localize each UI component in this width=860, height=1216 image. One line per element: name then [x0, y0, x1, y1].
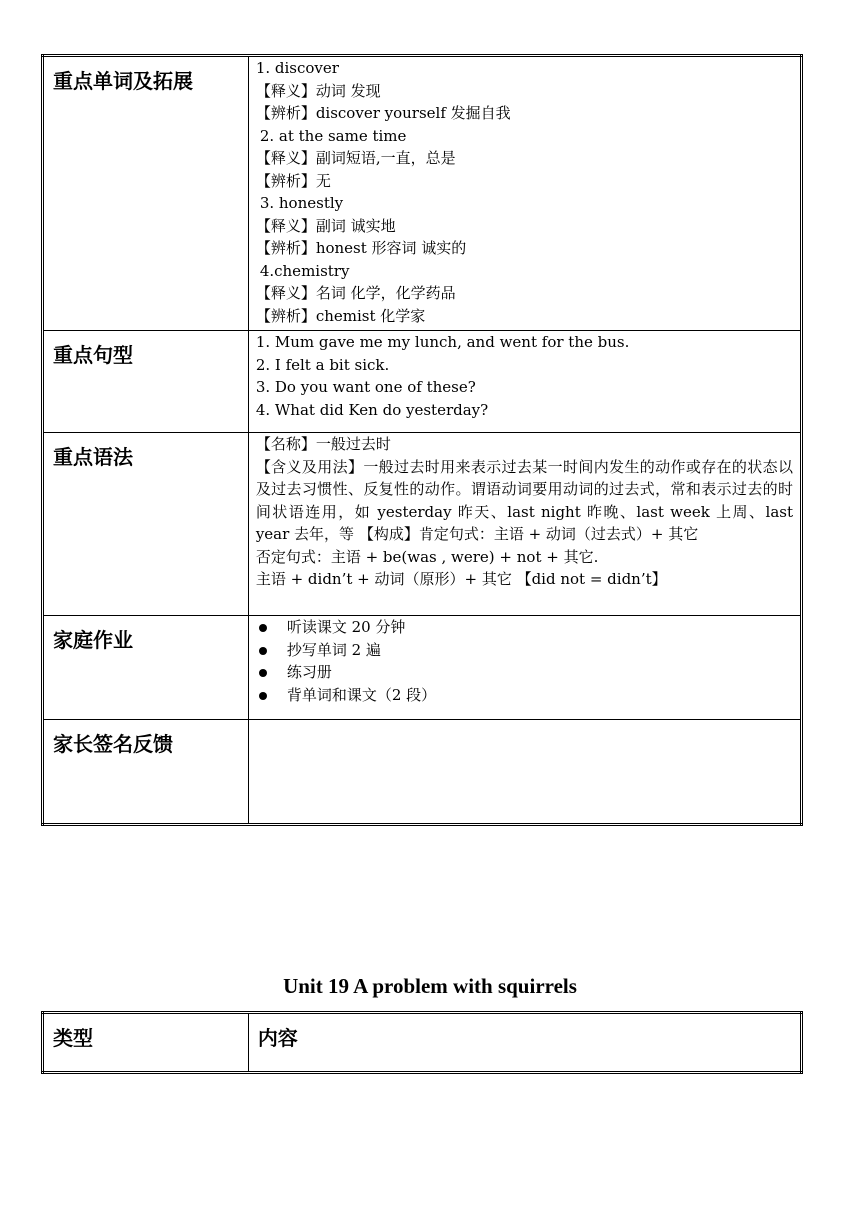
sentences-content: [248, 331, 801, 433]
grammar-paragraph: 【含义及用法】一般过去时用来表示过去某一时间内发生的动作或存在的状态以及过去习惯性、反复性的动作。谓语动词要用动词的过去式，常和表示过去的时间状语连用，如 yesterday 昨天、last night 昨晚、last week 上周、last year 去年，等 【构成】肯定句式：主语 + 动词（过去式）+ 其它: [255, 457, 793, 543]
vocab-line: 【辨析】discover yourself 发掘自我: [255, 104, 511, 122]
vocab-row: [43, 56, 802, 331]
homework-heading: 家庭作业: [43, 616, 249, 720]
homework-content: [248, 616, 801, 720]
homework-item: 背单词和课文（2 段）: [256, 684, 793, 707]
sentence-line: 2. I felt a bit sick.: [255, 355, 390, 374]
grammar-content: [248, 433, 801, 616]
vocab-line: 2. at the same time: [259, 126, 407, 145]
homework-item: 练习册: [256, 661, 793, 684]
grammar-row: [43, 433, 802, 616]
vocab-line: 【释义】动词 发现: [255, 81, 381, 100]
sentence-line: 4. What did Ken do yesterday?: [255, 400, 489, 419]
feedback-row: [43, 720, 802, 825]
sentences-row: [43, 331, 802, 433]
vocab-line: 【辨析】无: [255, 171, 331, 190]
vocab-line: 【释义】副词短语,一直，总是: [255, 149, 456, 167]
sentence-line: 1. Mum gave me my lunch, and went for the bus.: [255, 333, 630, 351]
vocab-content: [248, 56, 801, 331]
vocab-line: 【释义】名词 化学，化学药品: [255, 284, 456, 302]
sentences-heading: 重点句型: [43, 331, 249, 433]
vocab-line: 4.chemistry: [259, 261, 350, 280]
content-heading: 内容: [248, 1013, 801, 1073]
vocab-line: 1. discover: [255, 59, 339, 77]
grammar-negative-line: 否定句式：主语 + be(was , were) + not + 其它.: [255, 547, 599, 566]
homework-item: 听读课文 20 分钟: [256, 616, 793, 639]
sentence-line: 3. Do you want one of these?: [255, 378, 476, 396]
homework-row: [43, 616, 802, 720]
feedback-heading: 家长签名反馈: [43, 720, 249, 825]
type-heading: 类型: [43, 1013, 249, 1073]
grammar-name-line: 【名称】一般过去时: [255, 435, 391, 453]
vocab-line: 【释义】副词 诚实地: [255, 216, 396, 235]
grammar-didnt-line: 主语 + didn’t + 动词（原形）+ 其它 【did not = didn’t】: [255, 570, 667, 588]
vocab-line: 3. honestly: [259, 194, 344, 212]
vocab-line: 【辨析】chemist 化学家: [255, 306, 426, 325]
homework-list: [256, 616, 793, 706]
feedback-signature-cell[interactable]: [248, 720, 801, 825]
vocab-line: 【辨析】honest 形容词 诚实的: [255, 239, 467, 257]
lesson-table: [41, 54, 803, 826]
vocab-heading: 重点单词及拓展: [43, 56, 249, 331]
homework-item: 抄写单词 2 遍: [256, 639, 793, 662]
unit-table: [41, 1011, 803, 1074]
unit-title: Unit 19 A problem with squirrels: [283, 974, 577, 998]
grammar-heading: 重点语法: [43, 433, 249, 616]
unit-table-header-row: [43, 1013, 802, 1073]
